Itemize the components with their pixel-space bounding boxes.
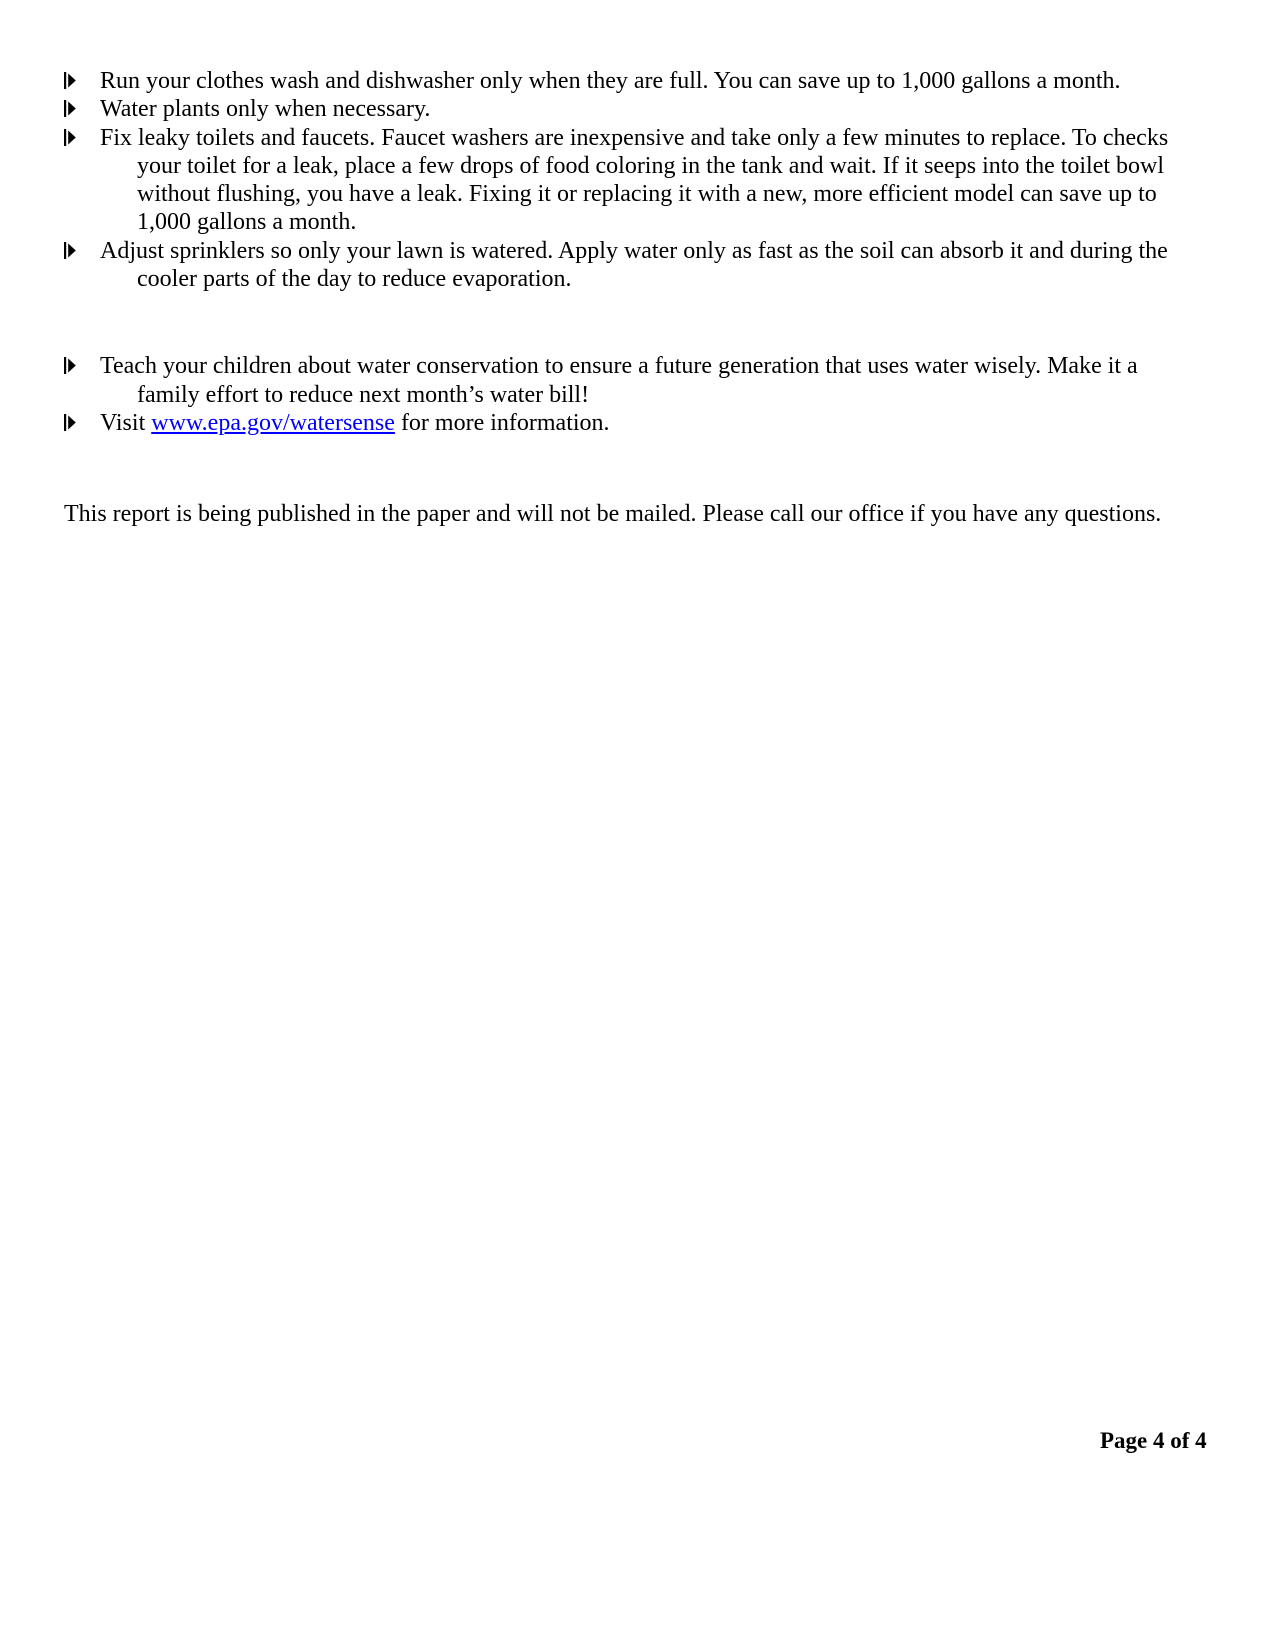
bullet-list-conservation-tips — [64, 67, 1224, 293]
list-item — [64, 124, 1224, 237]
visit-text-suffix: for more information. — [394, 409, 610, 436]
list-item — [64, 237, 1224, 294]
arrow-bullet-icon — [64, 72, 76, 89]
page-number: Page 4 of 4 — [1100, 1428, 1207, 1453]
list-item — [64, 409, 1224, 437]
bullet-text: Run your clothes wash and dishwasher only when they are full. You can save up to 1,000 gallons a month. — [100, 68, 1121, 94]
list-item — [64, 352, 1224, 409]
arrow-bullet-icon — [64, 242, 76, 259]
bullet-list-engagement — [64, 352, 1224, 437]
arrow-bullet-icon — [64, 414, 76, 431]
list-item — [64, 67, 1224, 95]
list-item — [64, 95, 1224, 123]
arrow-bullet-icon — [64, 129, 76, 146]
visit-line — [100, 409, 1170, 437]
arrow-bullet-icon — [64, 357, 76, 374]
document-content — [64, 67, 1224, 529]
bullet-text: Teach your children about water conservation to ensure a future generation that uses water wisely. Make it a family effort to reduce next month’s water bill! — [100, 353, 1138, 408]
arrow-bullet-icon — [64, 100, 76, 117]
bullet-text: Adjust sprinklers so only your lawn is watered. Apply water only as fast as the soil can absorb it and during the cooler parts of the day to reduce evaporation. — [100, 237, 1168, 293]
bullet-text: Fix leaky toilets and faucets. Faucet washers are inexpensive and take only a few minutes to replace. To checks your toilet for a leak, place a few drops of food coloring in the tank and wait. If it seeps into the toilet bowl without flushing, you have a leak. Fixing it or replacing it with a new, more efficient model can save up to 1,000 gallons a month. — [100, 124, 1169, 236]
watersense-link[interactable]: www.epa.gov/watersense — [151, 409, 395, 436]
visit-text-prefix: Visit — [100, 409, 152, 436]
bullet-text: Water plants only when necessary. — [100, 96, 431, 123]
closing-note: This report is being published in the paper and will not be mailed. Please call our office if you have any questions. — [64, 501, 1162, 528]
